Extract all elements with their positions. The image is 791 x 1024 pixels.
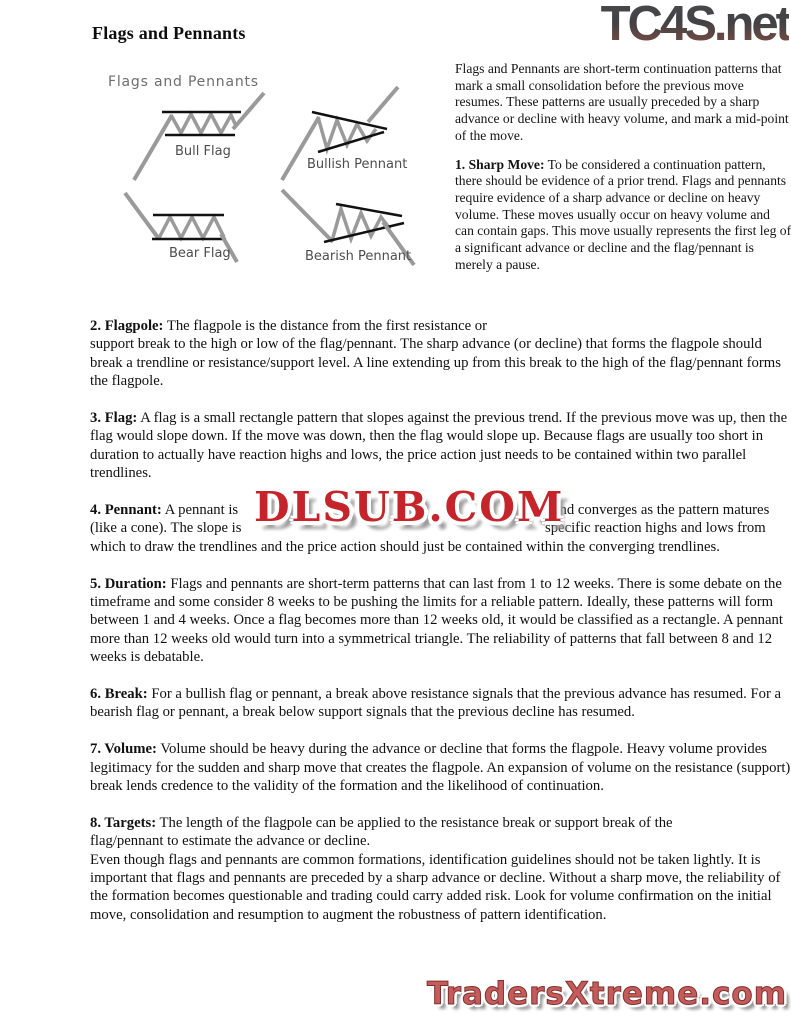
- flags-pennants-diagram: [95, 60, 445, 288]
- bear-flag-figure: [125, 193, 237, 262]
- intro-column: [455, 61, 791, 285]
- volume-text: Volume should be heavy during the advance or decline that forms the flagpole. Heavy volume provides legitimacy for the sudden and sharp move that creates the flagpole. An expansion of volume on the resistance (support) break lends credence to the validity of the formation and the likelihood of continuation.: [90, 741, 791, 795]
- flag-text: A flag is a small rectangle pattern that slopes against the previous trend. If the previous move was up, then the flag would slope down. If the move was down, then the flag would slope up. Because flags are usually too short in duration to actually have reaction highs and lows, the price action just needs to be contained within two parallel trendlines.: [90, 410, 788, 482]
- bull-flag-figure: [134, 93, 264, 180]
- bearish-pennant-figure: [282, 190, 414, 265]
- dlsub-watermark: DLSUB.COM: [254, 483, 565, 532]
- targets-label: 8. Targets:: [90, 814, 157, 831]
- bullish-pennant-figure: [282, 87, 407, 180]
- section-targets: [90, 814, 791, 924]
- sharp-move-text: To be considered a continuation pattern, there should be evidence of a prior trend. Flags and pennants require evidence of a sharp advance or decline on heavy volume. These moves usually occur on heavy volume and can contain gaps. This move usually represents the first leg of a significant advance or decline and the flag/pennant is merely a pause.: [455, 156, 791, 272]
- bullish-pennant-label: Bullish Pennant: [307, 157, 408, 172]
- section-duration: [90, 575, 791, 667]
- flag-label: 3. Flag:: [90, 410, 138, 427]
- main-content: [90, 317, 791, 943]
- flagpole-label: 2. Flagpole:: [90, 318, 164, 334]
- tradersxtreme-logo: TradersXtreme.com: [426, 976, 787, 1012]
- bear-flag-label: Bear Flag: [169, 246, 231, 261]
- pennant-line1-left: A pennant is: [164, 502, 239, 519]
- intro-paragraph: [455, 61, 791, 145]
- section-break: [90, 685, 791, 722]
- diagram-title: Flags and Pennants: [108, 74, 259, 90]
- flagpole-text: support break to the high or low of the flag/pennant. The sharp advance (or decline) that forms the flagpole should break a trendline or resistance/support level. A line extending up from this break to the high of the flag/pennant forms the flagpole.: [90, 336, 781, 390]
- page-title: Flags and Pennants: [92, 23, 246, 43]
- section-pennant: [90, 483, 791, 556]
- targets-line2: flag/pennant to estimate the advance or decline.: [90, 833, 371, 850]
- pennant-line1-right: and converges as the pattern matures: [553, 502, 770, 519]
- section-flagpole: [90, 317, 791, 391]
- tc4s-logo: TC4S.net: [600, 0, 789, 51]
- intro-text: Flags and Pennants are short-term continuation patterns that mark a small consolidation before the previous move resumes. These patterns are usually preceded by a sharp advance or decline with heavy volume, and mark a mid-point of the move.: [455, 61, 789, 143]
- duration-label: 5. Duration:: [90, 575, 167, 592]
- pennant-line2-right: specific reaction highs and lows from: [545, 520, 766, 537]
- break-text: For a bullish flag or pennant, a break above resistance signals that the previous advance has resumed. For a bearish flag or pennant, a break below support signals that the previous decline has resumed.: [90, 686, 782, 721]
- pennant-label: 4. Pennant:: [90, 502, 162, 519]
- targets-closing: Even though flags and pennants are common formations, identification guidelines should not be taken lightly. It is important that flags and pennants are preceded by a sharp advance or decline. Without a sharp move, the reliability of the formation becomes questionable and trading could carry added risk. Look for volume confirmation on the initial move, consolidation and resumption to augment the robustness of pattern identification.: [90, 851, 781, 923]
- volume-label: 7. Volume:: [90, 741, 157, 758]
- flagpole-line1: The flagpole is the distance from the first resistance or: [166, 318, 488, 334]
- pennant-line3: which to draw the trendlines and the price action should just be contained within the converging trendlines.: [90, 538, 720, 555]
- section-flag: [90, 409, 791, 483]
- break-label: 6. Break:: [90, 686, 148, 703]
- section-volume: [90, 740, 791, 795]
- pennant-line2-left: (like a cone). The slope is: [90, 520, 242, 537]
- bearish-pennant-label: Bearish Pennant: [305, 249, 412, 264]
- bull-flag-label: Bull Flag: [175, 144, 231, 159]
- duration-text: Flags and pennants are short-term patterns that can last from 1 to 12 weeks. There is some debate on the timeframe and some consider 8 weeks to be pushing the limits for a reliable pattern. Ideally, these patterns will form between 1 and 4 weeks. Once a flag becomes more than 12 weeks old, it would be classified as a rectangle. A pennant more than 12 weeks old would turn into a symmetrical triangle. The reliability of patterns that fall between 8 and 12 weeks is debatable.: [90, 575, 783, 666]
- targets-line1: The length of the flagpole can be applied to the resistance break or support break of the: [159, 814, 673, 831]
- sharp-move-label: 1. Sharp Move:: [455, 156, 545, 172]
- sharp-move-paragraph: [455, 157, 791, 274]
